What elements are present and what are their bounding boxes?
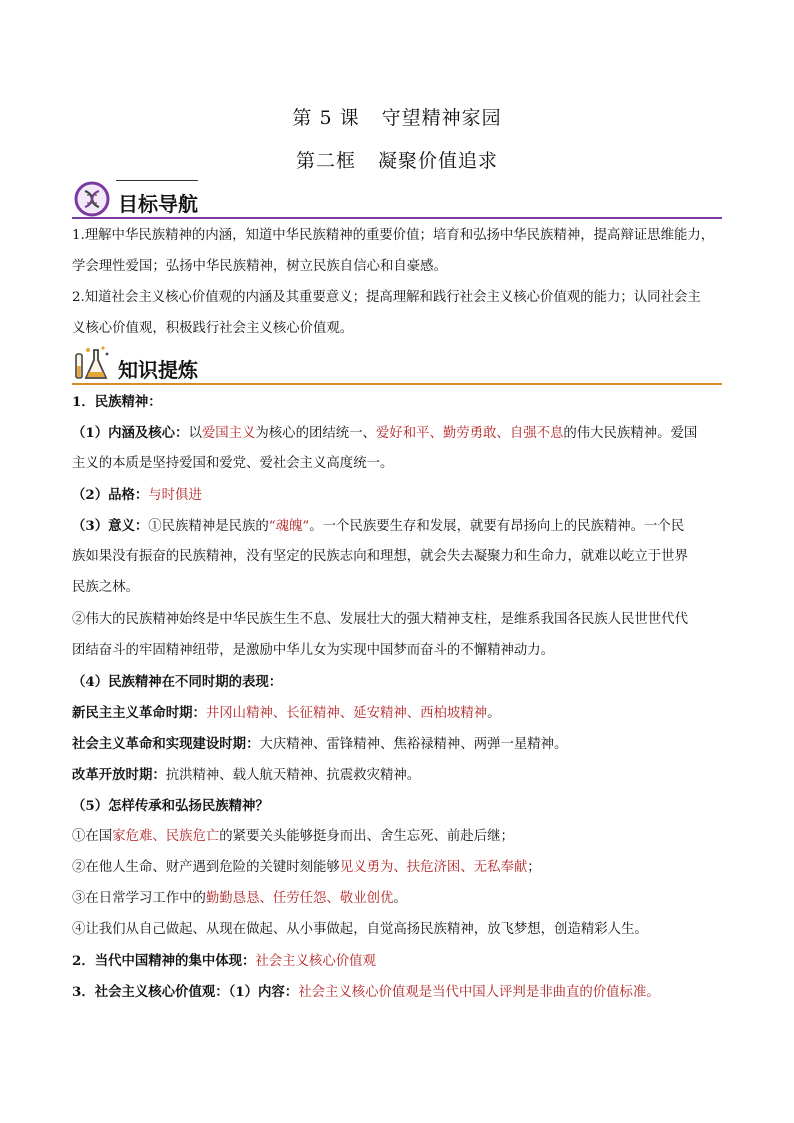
- goals-section-header: [72, 180, 722, 220]
- knowledge-section-header: [72, 344, 722, 386]
- k1-heading: 1．民族精神：: [72, 394, 162, 410]
- k1-3-line-4: ②伟大的民族精神始终是中华民族生生不息、发展壮大的强大精神支柱，是维系我国各民族人民世世代代: [72, 612, 688, 627]
- goal-2-line-2: 义核心价值观，积极践行社会主义核心价值观。: [72, 321, 354, 336]
- k1-4-period-c: 改革开放时期：抗洪精神、载人航天精神、抗震救灾精神。: [72, 767, 421, 783]
- k1-4-period-b: 社会主义革命和实现建设时期：大庆精神、雷锋精神、焦裕禄精神、两弹一星精神。: [72, 736, 568, 752]
- flask-icon: [72, 344, 112, 384]
- goals-top-rule: [116, 180, 198, 181]
- k1-5-item-1: ①在国家危难、民族危亡的紧要关头能够挺身而出、舍生忘死、前赴后继；: [72, 829, 514, 844]
- k1-1-line-1: （1）内涵及核心：以爱国主义为核心的团结统一、爱好和平、勤劳勇敢、自强不息的伟大民族精神。爱国: [72, 425, 698, 441]
- k1-4-period-a: 新民主主义革命时期：井冈山精神、长征精神、延安精神、西柏坡精神。: [72, 705, 501, 721]
- k1-3-line-1: （3）意义：①民族精神是民族的“魂魄”。一个民族要生存和发展，就要有昂扬向上的民族精神。一个民: [72, 518, 685, 534]
- k1-3-line-5: 团结奋斗的牢固精神纽带，是激励中华儿女为实现中国梦而奋斗的不懈精神动力。: [72, 643, 555, 658]
- k1-5-item-4: ④让我们从自己做起、从现在做起、从小事做起，自觉高扬民族精神，放飞梦想，创造精彩人生。: [72, 922, 648, 937]
- k2-line: 2．当代中国精神的集中体现：社会主义核心价值观: [72, 953, 376, 969]
- lesson-title: 第 5 课 守望精神家园: [292, 107, 502, 129]
- goal-1-line-1: 1.理解中华民族精神的内涵，知道中华民族精神的重要价值；培育和弘扬中华民族精神，提高辩证思维能力，: [72, 228, 715, 243]
- goals-heading: 目标导航: [118, 192, 198, 216]
- k3-line: 3．社会主义核心价值观：（1）内容：社会主义核心价值观是当代中国人评判是非曲直的价值标准。: [72, 984, 660, 1000]
- dna-target-icon: [72, 180, 112, 218]
- k1-5-heading: （5）怎样传承和弘扬民族精神？: [72, 798, 269, 814]
- knowledge-heading: 知识提炼: [118, 358, 198, 382]
- goal-1-line-2: 学会理性爱国；弘扬中华民族精神，树立民族自信心和自豪感。: [72, 259, 447, 274]
- knowledge-bottom-rule: [72, 383, 722, 385]
- goal-2-line-1: 2.知道社会主义核心价值观的内涵及其重要意义；提高理解和践行社会主义核心价值观的能力；认同社会主: [72, 290, 701, 305]
- k1-1-line-2: 主义的本质是坚持爱国和爱党、爱社会主义高度统一。: [72, 456, 394, 471]
- goals-bottom-rule: [72, 217, 722, 219]
- k1-5-item-3: ③在日常学习工作中的勤勤恳恳、任劳任怨、敬业创优。: [72, 891, 407, 906]
- k1-4-heading: （4）民族精神在不同时期的表现：: [72, 674, 283, 690]
- k1-2-line: （2）品格：与时俱进: [72, 487, 202, 503]
- k1-3-line-2: 族如果没有振奋的民族精神，没有坚定的民族志向和理想，就会失去凝聚力和生命力，就难以屹立于世界: [72, 549, 688, 564]
- k1-5-item-2: ②在他人生命、财产遇到危险的关键时刻能够见义勇为、扶危济困、无私奉献；: [72, 860, 541, 875]
- k1-3-line-3: 民族之林。: [72, 580, 139, 595]
- frame-title: 第二框 凝聚价值追求: [295, 150, 499, 172]
